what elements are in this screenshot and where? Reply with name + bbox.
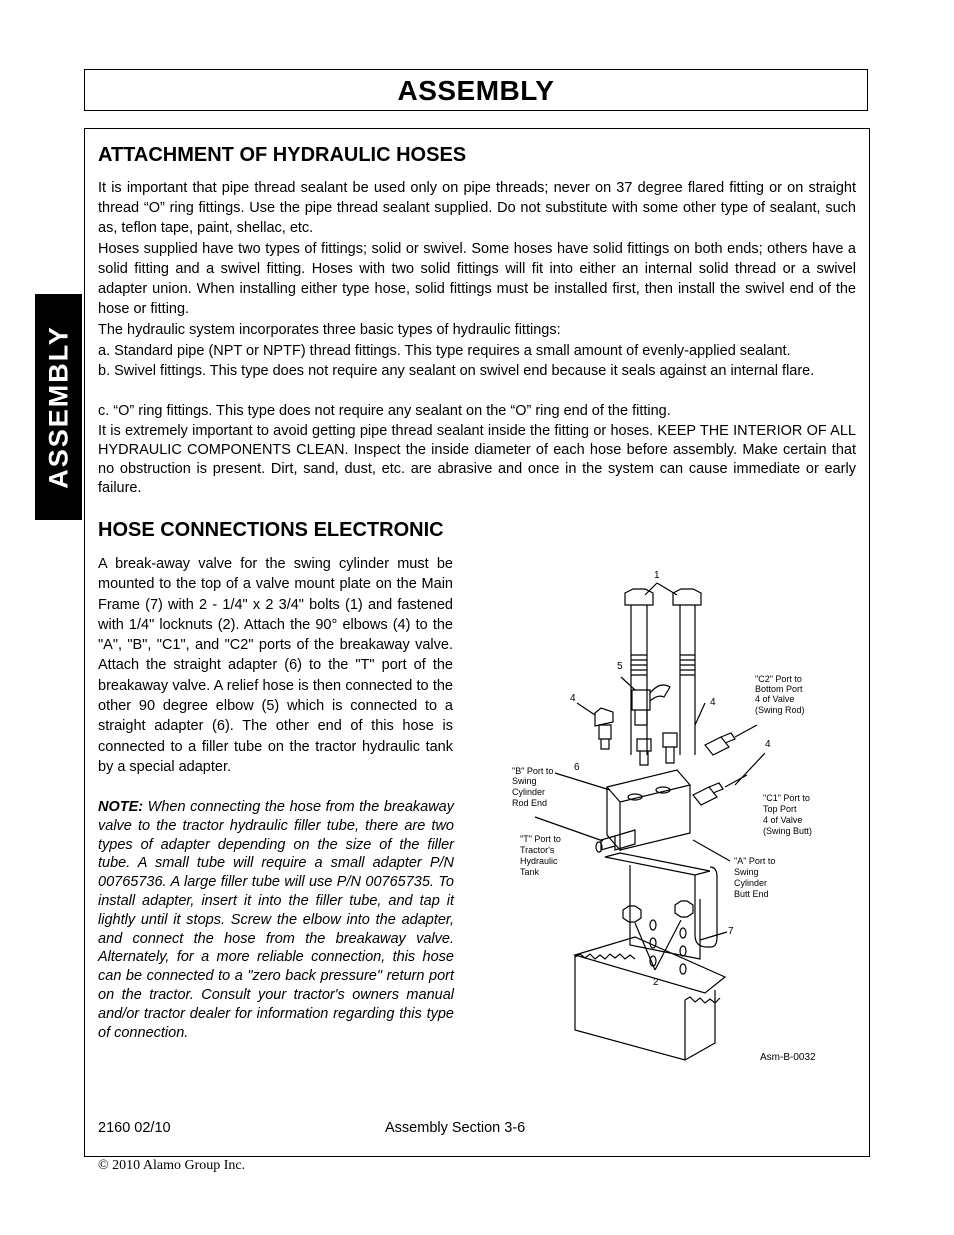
list-item-swivel: b. Swivel fittings. This type does not require any sealant on swivel end because it seals against an internal flare. [98, 363, 815, 379]
callout-7: 7 [728, 926, 734, 937]
section-heading-hose-connections: HOSE CONNECTIONS ELECTRONIC [98, 519, 444, 541]
label-c2-line3: 4 of Valve [755, 694, 795, 704]
bolt-head-right [673, 589, 701, 605]
footer-section: Assembly Section 3-6 [385, 1120, 526, 1136]
note-paragraph [98, 798, 454, 1042]
label-b-line3: Cylinder [512, 787, 546, 797]
footer-model-date: 2160 02/10 [98, 1120, 171, 1136]
callout-6: 6 [574, 762, 580, 773]
copyright-notice: © 2010 Alamo Group Inc. [98, 1158, 246, 1173]
callout-4-left: 4 [570, 693, 576, 704]
paragraph-cleanliness: It is extremely important to avoid getting pipe thread sealant inside the fitting or hoses. KEEP THE INTERIOR OF ALL HYDRAULIC COMPONENTS CLEAN. Inspect the inside diameter of each hose before assembly. Make certain that no obstruction is present. Dirt, sand, dust, etc. are abrasive and once in the system can cause immediate or early failure. [98, 423, 856, 496]
paragraph-three-types: The hydraulic system incorporates three basic types of hydraulic fittings: [98, 322, 561, 338]
page-header-box [84, 69, 868, 111]
callout-5: 5 [617, 661, 623, 672]
note-label: NOTE: [98, 799, 144, 815]
label-b-line2: Swing [512, 776, 537, 786]
label-a-line3: Cylinder [734, 878, 768, 888]
side-tab [35, 294, 82, 520]
label-t-line4: Tank [520, 867, 540, 877]
label-c2-line1: "C2" Port to [755, 674, 802, 684]
callout-1: 1 [654, 570, 660, 581]
label-a-line1: "A" Port to [734, 856, 776, 866]
label-t-line1: "T" Port to [520, 834, 561, 844]
paragraph-fitting-types: Hoses supplied have two types of fittings; solid or swivel. Some hoses have solid fittings on both ends; others have a solid fitting and a swivel fitting. Hoses with two solid fittings will fit into either an internal solid thread or a swivel adapter union. When installing either type hose, solid fittings must be installed first, then install the swivel end of the hose or fitting. [98, 241, 856, 317]
label-c2-line4: (Swing Rod) [755, 705, 805, 715]
side-tab-label: ASSEMBLY [43, 325, 73, 489]
label-b-line1: "B" Port to [512, 766, 554, 776]
label-t-line3: Hydraulic [520, 856, 558, 866]
callout-2: 2 [653, 977, 659, 988]
list-item-o-ring: c. “O” ring fittings. This type does not require any sealant on the “O” ring end of the fitting. [98, 403, 671, 419]
label-t-line2: Tractor's [520, 845, 555, 855]
figure-id-label: Asm-B-0032 [760, 1052, 816, 1063]
page-title: ASSEMBLY [397, 75, 555, 106]
label-c1-line3: 4 of Valve [763, 815, 803, 825]
callout-4-right: 4 [765, 739, 771, 750]
label-c1-line2: Top Port [763, 804, 797, 814]
label-c2-line2: Bottom Port [755, 684, 803, 694]
paragraph-breakaway-valve: A break-away valve for the swing cylinder must be mounted to the top of a valve mount plate on the Main Frame (7) with 2 - 1/4" x 2 3/4" bolts (1) and fastened with 1/4" locknuts (2). Attach the 90° elbows (4) to the "A", "B", "C1", and "C2" ports of the breakaway valve. Attach the straight adapter (6) to the "T" port of the breakaway valve. A relief hose is then connected to the other 90 degree elbow (5) which is connected to a straight adapter (6). The other end of this hose is connected to a filler tube on the tractor hydraulic tank by a special adapter. [98, 556, 453, 775]
label-c1-line4: (Swing Butt) [763, 826, 813, 836]
section-heading-hydraulic-hoses: ATTACHMENT OF HYDRAULIC HOSES [98, 144, 467, 166]
callout-4-middle: 4 [710, 697, 716, 708]
label-a-line4: Butt End [734, 889, 769, 899]
note-text: When connecting the hose from the breakaway valve to the tractor hydraulic filler tube, there are two types of adapter depending on the size of the filler tube. A small tube will require a small adapter P/N 00765736. A large filler tube will use P/N 00765735. To install adapter, insert it into the filler tube, and tap it lightly until it stops. Screw the elbow into the adapter, and connect the hose from the breakaway valve. Alternately, for a more reliable connection, this hose can be connected to a "zero back pressure" return port on the tractor. Consult your tractor's owners manual and/or tractor dealer for information regarding this type of connection. [98, 799, 454, 1041]
list-item-standard-pipe: a. Standard pipe (NPT or NPTF) thread fittings. This type requires a small amount of evenly-applied sealant. [98, 343, 791, 359]
label-b-line4: Rod End [512, 798, 548, 808]
hydraulic-connection-diagram [495, 565, 835, 1070]
label-a-line2: Swing [734, 867, 759, 877]
paragraph-sealant: It is important that pipe thread sealant be used only on pipe threads; never on 37 degree flared fitting or on straight thread “O” ring fittings. Use the pipe thread sealant supplied. Do not substitute with some other type of sealant, such as, teflon tape, paint, shellac, etc. [98, 180, 856, 236]
label-c1-line1: "C1" Port to [763, 793, 810, 803]
